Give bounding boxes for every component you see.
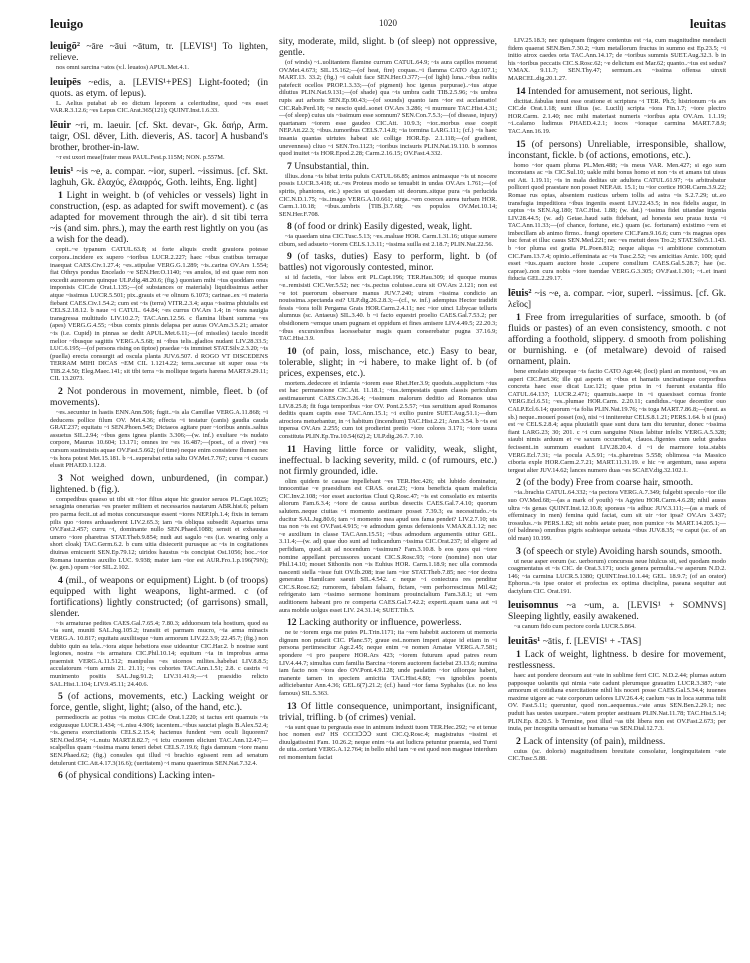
sense [508, 649, 726, 671]
headword: leuitās¹ [508, 636, 541, 648]
sense-text: Of little consequence, unimportant, insignificant, trivial, trifling. b (of crimes) venial. [279, 700, 497, 723]
citation-block: cepit..~e typanum CATUL.63.8; si forte aliquis credit grauiora potesse corpora..incidere ex supero ~ioribus LUCR.2.227; haec ~ibus cratibus terraque inaequat CAES.Civ.1.27.4; ~es..stipulae VERG.G.1.289; ~is..carina OV.Ars 1.554; fiat Othrys pondus Encelado ~e SEN.Her.O.1140; ~es anulos, id est quae rem non excedit aureorum quinque ULP.dig.48.20.6; (fig.) quoniam mihi ~ius quoddam onus imponisis CIC.de Orat.1.135;—(of substances or materials) liquidissimus aether atque ~issimus LUCR.5.501; pix..grauis et ~e olinum 6.1073; carinae..ex ~i materia fiebant CAES.Civ.1.54.2; cum est ~is (terra) VITR.2.3.4; aqua ~issima phiuialis est CELS.2.18.12. b naue ~i CATUL. 64.84; ~es currus OV.Ars 1.4; in ~iora nauigia transgressa multitudo LIV.10.2.7; TAC.Ann.12.56. c flamina libant summa ~es (apes) VERG.G.4.55; ~ibus comix pinnis delapsa per auras OV.Am.3.5.21; amator ~is (i.e. Cupid) in pinnas se dedit APUL.Met.6.11;—(of missiles) iaculo incedit melior ~ibusque sagittis VERG.A.5.68; ni ~ibus telis..gladios nudant LIV.28.33.5; LUC.6.195;—(of persons rising on tiptoe) praedae ~is imminet STAT.Silv.2.3.20; ~is (puella) erecta consurgit ad oscula planta JUV.6.507. d ROGO VT DISCEDENS TERRAM MIHI DICAS ~EM CIL 1.1214.22; terra..securae sit super ossa ~is TIB.2.4.50; Eleg.Maec.141; sit tibi terra ~is mollique tegaris harena MART.9.29.11; CIL 13.2073. [50, 246, 268, 383]
sense-number: 1 [58, 190, 63, 202]
sense [279, 346, 497, 379]
citation-block: ~a canum fido cum pectore corda LUCR.5.864. [514, 623, 636, 631]
citation-block: nos omni sarcina ~atos (v.l. leuatos) APUL.Met.4.1. [56, 64, 189, 71]
headword: leuipēs [50, 76, 81, 88]
column-middle [279, 36, 497, 946]
sense-number: 10 [287, 345, 297, 357]
citation-block: mortem..dedecore et infamia ~iorem esse Rhet.Her.3.9; quoduis..supplicium ~ius est hac permansione CIC.Att. 11.18.1; ~ius..tempestatis quam classis periculum aestimauerunt CAES.Civ.3.26.4; ~issimum malorum deditio ad Romanos uisa LIV.8.25.8; fit fuga temporibus ~ior OV. Pont.2.5.57; ~ius seruitium apud Romanos deditis quam captis esse TAC.Ann.15.1; ~i exilio punire SUET.Aug.51.1;—dum atrociora metuebantur, in ~i habitum (incendium) TAC.Hist.2.21; Ann.3.54. b ~is est inpensa OV.Ars 2.255; cum tot prodierint pretio ~iore colores 3.171; ~iore usura constituta PLIN.Ep.Tra.10.54(62).2; ULP.dig.26.7. 7.10. [279, 379, 497, 440]
dictionary-entry [50, 41, 268, 63]
citation-block: ~is armaturae pedites CAES.Gal.7.65.4; 7.80.3; adduorsum tela hostium, quod ea ~ia sunt, muniti SAL.Jug.105.2; transiit et parmam mucro, ~ia arma minacis VERG.A. 10.817; equitatu auxiliisque ~ium armorum LIV.22.3.9; 22.45.7; (fig.) non dubito quin ea tela..~iora atque hebetiora esse uideantur CIC.Har.2. b nostrae sunt legiones, nostra ~is armatura CIC.Phil.10.14; equitum ~ia in improbus arma praemisit VERG.A.11.512; manipulus ~es uicenos milites..habebat LIV.8.8.5; acculatorum ~ium armis 21. 21.11; ~es cohortes TAC.Ann.1.51; 2.8. c castris ~i munimento positis SAL.Jug.91.2; LIV.31.41.9;—~i praesidio relicto SAL.Hist.1.104; LIV.9.45.11; 24.40.6. [50, 619, 268, 688]
dictionary-entry [50, 77, 268, 99]
dictionary-entry [508, 600, 726, 622]
sense-number: 15 [516, 138, 526, 150]
dictionary-entry [50, 166, 268, 188]
citation-block: homo ~ior quam pluma PL.Men.488; ~is meus VAR. Men.427; si ego sum inconstans ac ~is CIC.Sul.10; uakle mihi bonus homo et non ~is et amans tui uisus est Att. 1.19.11; ~is in mala deditas uir adultera CATUL.61.97; ~is arbitrabatur polliceri quod praestare non posset NEP.Att. 15.1; tu ~ior cortice HOR.Carm.3.9.22; Romae rus optas, absentem rusticus urbem tollis ad astra ~is S.2.7.29; ut..eo transfugia impeditiora ~ibus ingeniis essent LIV.22.43.5; in nos fidelis augur, in captus ~is SEN.Ag.180; TAC.Hist. 1.88; (w. dat.) ~issima fidei uitandae ingenia LIV.28.44.5; (w. ad) Getae..haud satis fidebant, ad honesta seu praua iuxta ~i TAC.Ann.11.33;—(of chance, fortune, etc.) quam (sc. fortunam) existimo ~em et imbecillam ab animo firmo.. frangi oportere CIC.Fam.9.16.6; cum ~is magnas opes huc ferat et illuc casus SEN.Med.221; nec ~es metuit deos Tro.2; STAT.Silv.5.1.143. b ~ior pluma est gratia PL.Poen.812; neque aliqua ~i ambitione commotum CIC.Fam.13.7.4; opinio..effeminata ac ~is Tusc.2.52; ~es amicitias Amic. 100; quid esset ~ius..quam auctore hoste ..cupere consilium CAES.Gal.5.28.7; hae (sc. caprae)..non cura nobis ~iore tuendae VERG.G.3.305; OV.Fast.1.301; ~i..et inani fiducia GEL.2.29.17. [508, 161, 726, 283]
sense-number: 8 [287, 221, 292, 233]
citation-block: permediocris ac potius ~is motus CIC.de Orat.1.220; si tactus erit quamuis ~is exiguusque LUCR.1.434; ~i..nisu 4.906; iacentem..~ibus sauciat plagis B.Alex.52.4; ~is..genera exercitationis CELS.2.15.4; hactenus fundent ~em oculi liquorem? SEN.Oed.954; ~i..nutu MART.8.82.7; ~i ictu cruorem eliciunt TAC.Ann.12.47;—scalpellus quam ~issima manu teneri debet CELS.7.19.6; figis damnum ~iore manu SEN.Phaed.62; (fig.) consules qui illud ~i brachio egissent rem ad senatum detulerunt CIC.Att.4.17.3(16.6); (ueritatem) ~i manu quaerimus SEN.Nat.7.32.4. [50, 714, 268, 767]
sense-number: 1 [516, 312, 521, 324]
sense [50, 386, 268, 408]
headword: leuisomnus [508, 600, 559, 612]
entry-definition: ~āre ~āui ~ātum, tr. [LEVIS¹] To lighten, relieve. [50, 41, 268, 63]
citation-block: ~ia quaedam uina CIC.Tusc.5.13; ~es..maluae HOR. Carm.1.31.16; utique sumere cibum, sed adsueto ~iorem CELS.1.3.11; ~issima suilla est 2.18.7; PLIN.Nat.22.56. [279, 233, 497, 248]
sense-continuation: sity, moderate, mild, slight. b (of sleep) not oppressive, gentle. [279, 36, 497, 58]
sense-number: 14 [516, 85, 526, 97]
headword: leuis¹ [50, 166, 74, 178]
citation-block: haec aut pondere deorsum aut ~ate in sublime ferri CIC. N.D.2.44; plumas autum papposque uolantis qui nimia ~ate cadunt plerumque grauatim LUCR.3.387; ~ate armorum et cotidiana exercitatione nihil his noceri posse CAES.Gal.5.34.4; iuuenes maxime uigore ac ~ate corporum uelores LIV.26.4.4; caelum ~as in loca summa tulit OV. Fast.5.11; queruntur, quod non..aequemus..~ate anus SEN.Ben.2.29.1; nec puduit has uestes usurpare..~atem propter aestiuam PLIN.Nat.11.78; TAC.Hist.5.14; PLIN.Ep. 8.20.5. b Termine, post illud ~as tibi libera non est OV.Fast.2.673; per inuia, per incognita uersauit se humana ~as SEN.Dial.12.7.3. [508, 672, 726, 733]
column-left [50, 36, 268, 946]
citation-block: bene emolato stirpesque ~is facito CATO Agr.44; (loci) plani an montuosi, ~es an asperi CIC.Part.36; ille qui asperis et ~ibus et hamatis uncinatisque corporibus concreta haec esse dicat Luc.121; quae prius in ~i fuerunt exstantia filo CATUL.64.137; LUCR.2.471; quamuis..saepe in ~i quaesisset cornua fronte VERG.Ecl.6.51; ~es..plumae HOR.Carm. 2.20.11; candidus..~ique decentior ouo CALP.Ecl.6.14; quorum ~ia folia PLIN.Nat.19.76; ~is toga MART.7.86.8;—(neut. as sb.) neque..mouerí posset (os), nisi ~i inniteretur CELS.8.1.21; PERS.1.64. b si (pus) est ~e CELS.2.8.4; aqua pluuiatili quae sunt dura tam diu teruntur, donec ~issima fiant LARG.23; 30; 201. c ~i cum sanguine Nisus labitur infelix VERG.A.5.328; siaubi nimis arduum et ~e saxum occurrebat, clauos..figentes cum uelut gradus fecissent..in summum euadunt LIV.28.20.4. d ~i de marmore tota..stabis VERG.Ecl.7.31; ~ia pocula A.5.91; ~is..pharetras 5.558; oblimosa ~ia Massico ciboria exple HOR.Carm.2.7.21; MART.11.31.19. e hic ~e argentum, uasa aspera tergeat alter JUV.14.62; lances numero duas ~es SCAEV.dig.32.102.1. [508, 368, 726, 474]
sense-number: 5 [58, 691, 63, 703]
citation-block: compedibus quaeso ut tibi sit ~ior filius atque hic grauior seruos PL.Capt.1025; sexaginta onerarias ~es praeter militem et necessarios nautarum ABR.hist.6; peltam pro parma fecit..ut ad motus concursusque essent ~iores NEP.Iph.1.4; fixis in terram pilis quo ~iores arduaaderent LIV.2.65.3; iam ~is obliqua subsedit Aquarius urna OV.Fast.2.457; curru ~i, dominante nullo SEN.Phaed.1088; sensit et exhaustas umero ~iore pharetras STAT.Theb.9.854; nudi aut sagulo ~es (i.e. wearing only a short cloak) TAC.Germ.6.2. b cum uitia disiecerit purusque ac ~is in cogitationes diuinas emicuerit SEN.Ep.79.12; uiridos haustus ~is concipiat Ost.1056; hoc..~ior Romana iuuentus auxilio LUC. 9.938; mater iam ~ior est AUR.Fro.1.p.196(79N); (w. gen.) opum ~ior SIL.2.102. [50, 495, 268, 572]
dictionary-entry [50, 120, 268, 153]
sense-text: (of speech or style) Avoiding harsh sounds, smooth. [523, 545, 723, 557]
citation-block: ~es..secuntur in hastis ENN.Ann.506; fugit..~is ala Camillae VERG.A.11.868; ~i deducens pollice filum OV. Met.4.36; effecta ~i testatur (canis) gaudia cauda GRAT.237; equitatu ~i SEN.Phoen.545; Dictaeos agitare puer ~ioribus annis..saltus assuetus SIL.2.94; ~ibus gens ignea plantis 3.306;—(w. inf.) exultare ~is nudato corpore, Maurus 10.604; 13.171; omnes ire ~es 16.487;—(poet., of a river) ~es cursum sustinuistis aquae OV.Fast.5.662; (of time) neque enim consistere flumen nec ~is hora potest Met.15.181. b ~i..superabat retia saltu OV.Met.7.767; cursu ~i cucurs elusit PHAED.1.12.8. [50, 409, 268, 470]
sense-text: Having little force or validity, weak, slight, ineffectual. b lacking severity, mild. c (of rumours, etc.) not firmly grounded, idle. [279, 443, 497, 477]
sense [279, 701, 497, 723]
sense-number: 4 [58, 574, 63, 586]
entry-definition: ~is ~e, a. compar. ~ior, superl. ~issimus. [cf. Gk. λεῖος] [508, 288, 726, 311]
sense-number: 3 [58, 472, 63, 484]
sense-number: 6 [58, 770, 63, 782]
sense [50, 691, 268, 713]
sense [508, 312, 726, 367]
entry-definition: ~ri, m. laeuir. [cf. Skt. devar-, Gk. δαήρ, Arm. taigr, OSl. děver, Lith. dieveris, AS. tacor] A husband's brother, brother-in-law. [50, 119, 268, 153]
citation-block: (of winds) ~i..uolitantem flamine currum CATUL.64.9; ~is aura capillos mouerat OV.Met.4.673; SIL.15.162;—(of heat, fire) coquas..~i flamma CATO Agr.107.1; MART.13. 33.2; (fig.) ~i caluit face SEN.Her.O.377;—(of light) luna..~ibus radiis patefecit ocellos PROP.1.3.33;—(of pigment) hoc igenus purpurae)..~ius atque dilutius PLIN.Nat.9.131;—(of shade) qua ~is umbra cadit TIB.2.5.96; ~is umbra rupis aut arboris SEN.Ep.90.43;—(of sounds) quanto iam ~ior est acclamatio! CIC.Rab.Perd.18; ~e nescio quid..sonet OV.Ars 3.286; ~i murmure TAC.Hist.4.31;—(of sleep) cuius uis ~issimum esse somnum? SEN.Con.7.5.3;—(of disease, injury) quartanam ~iorem esse gaudeo CIC.Att. 10.9.3; ~ior..morbus esse coepit NEP.Att.22.3; ~ibus..tumoribus CELS.7.14.8; ~ia tormina LARG.111; (cf.) ~is haec insania quantas uirtutes habeat sic collige HOR.Ep. 2.1.118;—(of gradient, unevenness) cliuo ~i SEN.Tro.1123; ~ioribus incisuris PLIN.Nat.19.110. b somnos quod inuitet ~is HOR.Epod.2.28; Carm.2.16.15; OV.Fast.4.332. [279, 59, 497, 158]
sense [508, 736, 726, 747]
sense [50, 770, 268, 781]
sense-text: (mil., of weapons or equipment) Light. b (of troops) equipped with light weapons, light-armed. c (of fortifications) lightly constructed; (of garrisons) small, slender. [50, 574, 268, 619]
citation-block: ~ia..brachia CATUL.64.332; ~ia pectora VERG.A.7.349; fulgebit speculo ~ior ille suo OV.Med.68;—(as a mark of youth) ~is Agyieu HOR.Carm.4.6.28; nihil ausus ultra ~is genas QUINT.Inst.12.10.8; sponsus ~is adhuc JUV.3.111;—(as a mark of effeminacy in men) femina quid faciat, cum sit uir ~ior ipsa? OV.Ars 3.437; trossulus..~is PERS.1.82; sit nobis aetate puer, non pumice ~is MART.14.205.1;—(of baldness) omnibus pigris scabieque uetusta ~ibus JUV.8.35; ~e caput (sc. of an old man) 10.199. [508, 489, 726, 542]
sense-number: 1 [516, 649, 521, 661]
citation-block: L. Aelius putabat ab eo dictum leporem a celeritudine, quod ~es esset VAR.R.3.12.6; ~es Lepus CIC.Arat.365(121); QUINT.Inst.1.6.33. [50, 99, 268, 115]
headword: leuigō² [50, 41, 80, 52]
sense [279, 617, 497, 628]
right-guideword: leuitas [689, 16, 726, 31]
sense-text: (of persons) Unreliable, irresponsible, shallow, inconstant, fickle. b (of actions, emotions, etc.). [508, 138, 726, 161]
citation-block: ut neue asper eorum (sc. uerborum) concursus neue hiulcus sit, sed quodam modo coagmentatus et ~is CIC. de Orat.3.171; uocis genera permulta..~e asperum N.D.2. 146; ~ia carmina LUCR.5.1380; QUINT.Inst.10.1.44; GEL. 18.9.7; (of an orator) Ephorus..~is ipse orator et profectus ex optima disciplina, paeana sequitur aut dactylum CIC. Orat.191. [508, 557, 726, 595]
sense-text: Intended for amusement, not serious, light. [528, 85, 693, 97]
sense [279, 251, 497, 273]
sense-number: 13 [287, 700, 297, 712]
sense [279, 444, 497, 477]
sense-number: 11 [287, 443, 297, 455]
sense-number: 12 [287, 617, 297, 629]
dictionary-entry [508, 288, 726, 310]
dictionary-entry [508, 636, 726, 647]
sense [279, 161, 497, 172]
sense-text: Not ponderous in movement, nimble, fleet. b (of movements). [50, 386, 268, 409]
dictionary-columns [50, 36, 726, 946]
sense [508, 546, 726, 557]
sense-text: Lack of weight, lightness. b desire for movement, restlessness. [508, 649, 726, 672]
sense-text: (of tasks, duties) Easy to perform, light. b (of battles) not vigorously contested, minor. [279, 251, 497, 274]
citation-block: illius..dona ~is bibat irrita puluis CATUL.66.85; animos animasque ~is ut noscere possis LUCR.3.418; ut..~es Proteus modo se tenuabit in undas OV.Ars 1.761;—(of spirits, phantoms, etc.) species ut quaedam sit deorum..sitque pura ~is perlucida CIC.N.D.1.75; ~is..imago VERG.A.10.661; uirga..~em coerces aurea turbam HOR. Carm.1.10.18; ~ibus..umbris [TIB.]3.7.68; ~es populos OV.Met.10.14; SEN.Her.F.708. [279, 172, 497, 218]
sense-text: (of actions, movements, etc.) Lacking weight or force, gentle, slight, light; (also, of the hand, etc.). [50, 691, 268, 714]
citation-block: dictitat..fabulas tenui esse oratione et scriptura ~i TER. Ph.5; histrionum ~is ars CIC.de Orat.1.18; sunt illius (sc. Lucili) scripta ~iora Fin.1.7; ~iore plectro HOR.Carm. 2.1.40; nec mihi materiast numeris ~ioribus apta OV.Am. 1.1.19; ~i..calamo ludimus PHAED.4.2.1; iocos ~ioraque carmina MART.7.8.9; TAC.Ann.16.19. [508, 97, 726, 135]
citation-block: LIV.25.18.3; nec quisquam fingere contentus est ~ia, cum magnitudine mendacii fidem quaerat SEN.Ben.7.30.2; ~ium metallorum fructus in summo est Ep.23.5; ~i initio atrox caedes orta TAC.Ann.14.17; de ~ioribus summis SUET.Aug.32.3. b in his ~ioribus peccatis CIC.S.Rosc.62; ~e delictum est Mar.62; quanto..~ius est sedus? V.MAX. 9.11.7; SEN.Thy.47; sermum..ex ~issima offensa uinxit MARCEL.dig.20.1.27. [508, 37, 726, 82]
citation-block: ~r est uxori meae[frater meas PAUL.Fest.p.115M; NON. p.557M. [56, 153, 225, 161]
headword: lēuis² [508, 288, 532, 300]
citation-block: cuius (sc. doloris) magnitudinem breuitate consolatur, longinquitatem ~ate CIC.Tusc.5.88. [508, 747, 726, 763]
citation-block: ~ia sunt quae tu pergrauia esse in animum induxti tuom TER.Hec.292; ~e et tenue hoc nomen est? HS CCCIↃↃↃ sunt CIC.Q.Rosc.4; magistratus ~issimi et diuulgatissimi Fam. 10.26.2; neque enim ~ia aut ludicra petuntur praemia, sed Turni de uita..certant VERG.A.12.764; in bello nihil tam ~e est quod non magnae interdum rei momentum faciat [279, 723, 497, 761]
sense-number: 9 [287, 251, 292, 263]
sense [508, 86, 726, 97]
sense-text: Free from irregularities of surface, smooth. b (of fluids or pastes) of an even consistency, smooth. c not affording a foothold, slippery. d smooth from polishing or burnishing. e (of metalware) devoid of raised ornament, plain. [508, 312, 726, 368]
sense [508, 477, 726, 488]
entry-definition: ~is ~e, a. compar. ~ior, superl. ~issimus. [cf. Skt. laghuh, Gk. ἐλαχύς, ἐλαφρός, Goth. leihts, Eng. light] [50, 166, 268, 189]
sense [508, 139, 726, 161]
sense-text: Light in weight. b (of vehicles or vessels) light in construction, (esp. as adapted for swift movement). c (as adapted for movement through the air). d sit tibi terra ~is (and sim. phrs.), may the earth rest lightly on you (as a wish for the dead). [50, 190, 268, 246]
sense-text: Lacking authority or influence, powerless. [299, 617, 462, 629]
sense [50, 190, 268, 245]
sense-text: (of physical conditions) Lacking inten- [65, 770, 215, 782]
headword: lēuir [50, 119, 71, 131]
sense-number: 2 [516, 735, 521, 747]
entry-definition: ~a ~um, a. [LEVIS¹ + SOMNVS] Sleeping lightly, easily awakened. [508, 600, 726, 623]
sense-text: (of pain, loss, mischance, etc.) Easy to bear, tolerable, slight; in ~i habere, to make light of. b (of prices, expenses, etc.). [279, 345, 497, 379]
citation-block: ne te ~iorem erga me putes PL.Trin.1171; ita ~em habebit auctorem ut memoria dignum non putarit CIC. Planc.57; graue est..nomen imperi atque id etiam in ~i persona pertimescitur Agr.2.45; neque enim ~e nomen Amatae VERG.A.7.581; spondere ~i pro paupere HOR.Ars 423; ~iorem futurum apud patres reum LIV.4.44.7; simultas cum familia Barcina ~iorem auctorem faciebat 23.13.6; numina iam facto non ~iora deo OV.Pont.4.9.128; unde paulatim ~ior uiliorque haberi, manente tamen in speciem amicitia TAC.Hist.4.80; ~es ignobiles poenis adficiebantur Ann.4.36; GEL.6(7).21.2; (cf.) haud ~ior fama Syphalus (i.e. no less famous) SIL.5.363. [279, 629, 497, 697]
sense-number: 3 [516, 545, 521, 557]
sense-text: Not weighed down, unburdened, (in compar.) lightened. b (fig.). [50, 472, 268, 495]
entry-definition: ~edis, a. [LEVIS¹+PES] Light-footed; (in quots. as etym. of lepus). [50, 76, 268, 99]
citation-block: olim quidem te causae inpellebant ~es TER.Hec.426; ubi lubido dominatur, innocentiae ~e praesidium est CRAS. orat.23; ~iora beneficia quam maleficia CIC.Inv.2.108; ~ior esset auctoritas Cluui Q.Rosc.47; ~is est consolatio ex miseriis aliorum Fam.6.3.4; ~iore de causa auribus desectis CAES.Gal.7.4.10; quorum salutem..neque ciuitas ~i momento aestimare posset 7.39.3; ea necessitudo..~is ducitur SAL.Jug.80.6; tam ~i momento mea apud uos fama pendet? LIV.2.7.10; uis tua non ~is est OV.Fast.4.915; ~e admodum genus defensionis V.MAX.8.1.12; nec ~e auxilium in classe TAC.Ann.15.51; ~ibus admodum argumentis utitur GEL. 3.11.4;—(w. ad) quae duo sunt ad iudicandum ~issima CIC.Orat.237; id eligere ad perfidiam, quod..sit ad nocendum ~issimum? Fam.3.10.8. b eos quos qui ~iore nomine appellant percussores uocant CIC.S.Rosc.93; ~iore (nomine) non utar Phil.14.10; mouet Sithoniis non ~is Euhius HOR. Carm.1.18.9; nec ulla commoda nascenti stella ~isue fuit OV.Ib.208; irae iam ~ior STAT.Theb.7.85; nec ~ior dextra generatus Hamilcare saeuit SIL.4.542. c neque ~i coniectura res penditur CIC.S.Rosc.62; rumorem, fabulam falsam, fictam, ~em perhorrescimus Mil.42; refrigerato iam ~issimo sermone hominum prouincialium Fam.3.8.1; ut ~em auditionem habeant pro re comperta CAES.Gal.7.42.2; experti..quam uana aut ~i aura mobile uolgus esset LIV. 24.31.14; SUET.Tib.5. [279, 477, 497, 614]
page-number: 1020 [379, 18, 397, 28]
sense-text: (of food or drink) Easily digested, weak, light. [294, 221, 473, 233]
sense-text: Lack of intensity (of pain), mildness. [523, 735, 666, 747]
sense-text: (of the body) Free from coarse hair, smooth. [523, 477, 694, 489]
page-header [50, 16, 726, 32]
sense-number: 7 [287, 160, 292, 172]
sense [279, 221, 497, 232]
left-guideword: leuigo [50, 16, 84, 31]
sense-number: 2 [516, 477, 521, 489]
sense-text: Unsubstantial, thin. [294, 160, 370, 172]
citation-block: si id facietis, ~ior labos erit PL.Capt.196; TER.Hau.309; id quoque munus ~e..remisisti CIC.Ver.5.52; nec ~is..pectus coluisse..cura sit OV.Ars 2.121; non est ~e tot puerorum observare manus JUV.7.240; utrum ~issima condicio an nouissima..spectanda est? ULP.dig.26.2.8.3;—(cf., w. inf.) ademptus Hector tradidit fessis ~iora tolli Pergama Grais HOR.Carm.2.4.11; nec ~ior uinci Libycae telluris alumnus (sc. Antaeus) SIL.3.40. b ~i facto equestri proelio CAES.Gal.7.53.2; per obsidionem ~emque unam pugnam et oppidum et fines amisere LIV.4.49.5; 22.20.3; ~ibus excursionibus lacessebatur magis quam conserebatur pugna 37.16.9; TAC.Hist.3.9. [279, 274, 497, 343]
sense-number: 2 [58, 386, 63, 398]
entry-definition: ~ātis, f. [LEVIS¹ + -TAS] [542, 636, 642, 648]
sense [50, 575, 268, 619]
column-right [508, 36, 726, 946]
sense [50, 473, 268, 495]
